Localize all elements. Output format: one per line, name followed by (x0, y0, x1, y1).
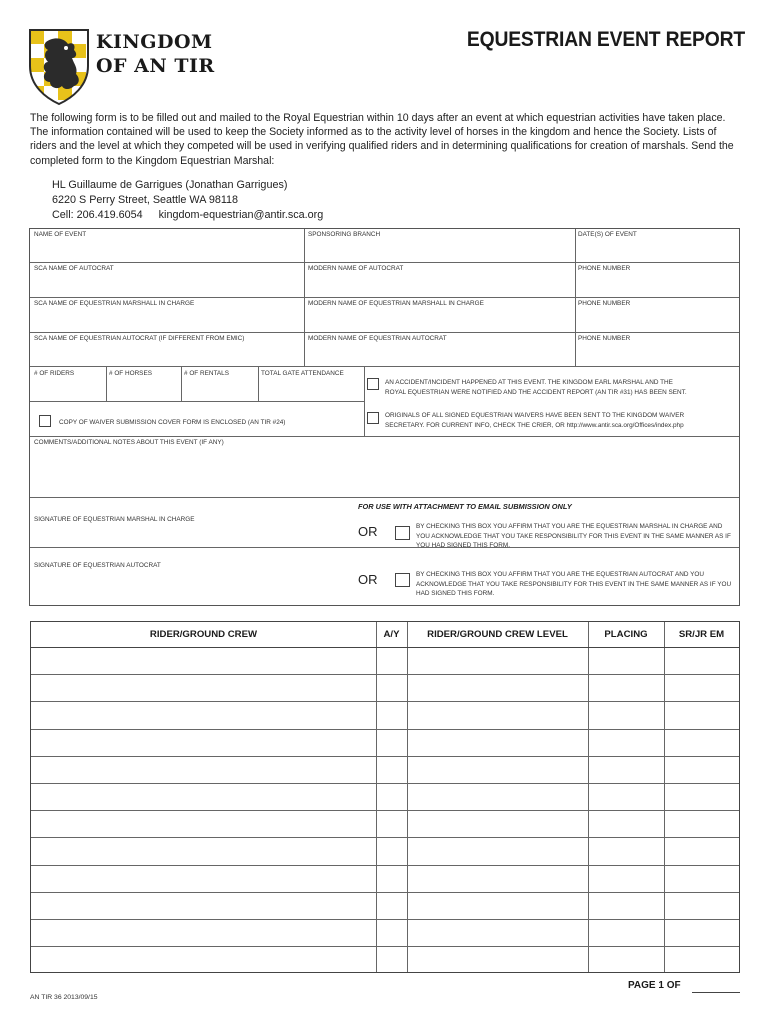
name-of-event-field[interactable]: NAME OF EVENT (34, 231, 87, 238)
sponsoring-branch-field[interactable]: SPONSORING BRANCH (308, 231, 381, 238)
sca-name-autocrat-field[interactable]: SCA NAME OF AUTOCRAT (34, 265, 114, 272)
num-riders-field[interactable]: # OF RIDERS (34, 370, 75, 377)
table-row-divider (31, 810, 739, 811)
table-row-divider (31, 674, 739, 675)
sca-name-eq-autocrat-field[interactable]: SCA NAME OF EQUESTRIAN AUTOCRAT (IF DIFFERENT FROM EMIC) (34, 335, 245, 342)
autocrat-affirm-checkbox[interactable] (395, 573, 410, 587)
autocrat-signature-field[interactable]: SIGNATURE OF EQUESTRIAN AUTOCRAT (34, 562, 161, 569)
accident-line-2: ROYAL EQUESTRIAN WERE NOTIFIED AND THE ACCIDENT REPORT (AN TIR #31) HAS BEEN SENT. (385, 388, 687, 396)
originals-sent-checkbox[interactable] (367, 412, 379, 424)
logo-line-2: OF AN TIR (96, 55, 215, 77)
emic-affirm-line-3: YOU HAD SIGNED THIS FORM. (416, 542, 510, 549)
table-row-divider (31, 946, 739, 947)
num-horses-field[interactable]: # OF HORSES (109, 370, 152, 377)
modern-name-autocrat-field[interactable]: MODERN NAME OF AUTOCRAT (308, 265, 404, 272)
col-sr-jr-em: SR/JR EM (678, 629, 725, 640)
emic-affirm-statement (416, 522, 736, 551)
sca-name-emic-field[interactable]: SCA NAME OF EQUESTRIAN MARSHALL IN CHARGE (34, 300, 195, 307)
autocrat-phone-field[interactable]: PHONE NUMBER (578, 265, 631, 272)
accident-statement (385, 378, 735, 397)
waiver-copy-checkbox[interactable] (39, 415, 51, 427)
form-id: AN TIR 36 2013/09/15 (30, 994, 98, 1001)
emic-signature-field[interactable]: SIGNATURE OF EQUESTRIAN MARSHAL IN CHARGE (34, 516, 195, 523)
emic-affirm-line-1: BY CHECKING THIS BOX YOU AFFIRM THAT YOU ARE THE EQUESTRIAN MARSHAL IN CHARGE AND (416, 523, 723, 530)
accident-line-1: AN ACCIDENT/INCIDENT HAPPENED AT THIS EVENT. THE KINGDOM EARL MARSHAL AND THE (385, 379, 673, 386)
email-submission-note: FOR USE WITH ATTACHMENT TO EMAIL SUBMISSION ONLY (358, 502, 572, 511)
waiver-copy-label: COPY OF WAIVER SUBMISSION COVER FORM IS ENCLOSED (AN TIR #24) (59, 419, 286, 426)
logo-line-1: KINGDOM (96, 31, 213, 53)
marshal-address (52, 178, 323, 223)
col-a-y: A/Y (383, 629, 400, 640)
originals-line-2: SECRETARY. FOR CURRENT INFO, CHECK THE CRIER, OR http://www.antir.sca.org/Offices/index.php (385, 421, 684, 429)
originals-statement (385, 411, 735, 430)
autocrat-affirm-line-2: ACKNOWLEDGE THAT YOU TAKE RESPONSIBILITY FOR THIS EVENT IN THE SAME MANNER AS IF YOU (416, 580, 732, 588)
table-row-divider (31, 729, 739, 730)
table-row-divider (31, 756, 739, 757)
or-label-2: OR (358, 572, 378, 587)
col-placing: PLACING (604, 629, 648, 640)
autocrat-affirm-line-1: BY CHECKING THIS BOX YOU AFFIRM THAT YOU ARE THE EQUESTRIAN AUTOCRAT AND YOU (416, 571, 704, 578)
rider-table (30, 621, 740, 973)
kingdom-logo (28, 28, 90, 106)
table-row-divider (31, 892, 739, 893)
marshal-contact (52, 208, 323, 223)
emic-phone-field[interactable]: PHONE NUMBER (578, 300, 631, 307)
lion-shield-icon (28, 28, 90, 106)
autocrat-affirm-statement (416, 570, 736, 599)
originals-line-1: ORIGINALS OF ALL SIGNED EQUESTRIAN WAIVERS HAVE BEEN SENT TO THE KINGDOM WAIVER (385, 412, 685, 419)
page-number-label: PAGE 1 OF (628, 980, 681, 991)
modern-name-eq-autocrat-field[interactable]: MODERN NAME OF EQUESTRIAN AUTOCRAT (308, 335, 447, 342)
emic-affirm-line-2: YOU ACKNOWLEDGE THAT YOU TAKE RESPONSIBILITY FOR THIS EVENT IN THE SAME MANNER AS IF (416, 532, 731, 540)
marshal-name: HL Guillaume de Garrigues (Jonathan Garrigues) (52, 179, 288, 191)
table-row-divider (31, 865, 739, 866)
num-rentals-field[interactable]: # OF RENTALS (184, 370, 229, 377)
table-row-divider (31, 701, 739, 702)
table-row-divider (31, 837, 739, 838)
modern-name-emic-field[interactable]: MODERN NAME OF EQUESTRIAN MARSHALL IN CHARGE (308, 300, 484, 307)
total-gate-field[interactable]: TOTAL GATE ATTENDANCE (261, 370, 344, 377)
logo-wordmark (96, 30, 215, 78)
event-form (29, 228, 740, 606)
table-row-divider (31, 919, 739, 920)
intro-paragraph: The following form is to be filled out and mailed to the Royal Equestrian within 10 days after an event at which equestrian activities have taken place. The information contained will be used to keep the Society informed as to the activity level of horses in the kingdom and hence the Society. Lists of riders and the level at which they competed will be used in verifying qualified riders and in determining qualifications for creation of marshals. Send the completed form to the Kingdom Equestrian Marshal: (30, 112, 734, 167)
autocrat-affirm-line-3: HAD SIGNED THIS FORM. (416, 590, 495, 597)
emic-affirm-checkbox[interactable] (395, 526, 410, 540)
page-title: EQUESTRIAN EVENT REPORT (466, 28, 745, 51)
or-label-1: OR (358, 524, 378, 539)
page-total-field[interactable] (692, 992, 740, 993)
comments-field[interactable]: COMMENTS/ADDITIONAL NOTES ABOUT THIS EVENT (IF ANY) (34, 439, 224, 446)
eq-autocrat-phone-field[interactable]: PHONE NUMBER (578, 335, 631, 342)
col-rider-ground-crew: RIDER/GROUND CREW (149, 629, 258, 640)
marshal-email: kingdom-equestrian@antir.sca.org (158, 209, 324, 221)
col-level: RIDER/GROUND CREW LEVEL (427, 629, 568, 640)
accident-checkbox[interactable] (367, 378, 379, 390)
table-row-divider (31, 783, 739, 784)
marshal-street: 6220 S Perry Street, Seattle WA 98118 (52, 194, 239, 206)
event-dates-field[interactable]: DATE(S) OF EVENT (578, 231, 637, 238)
marshal-cell: Cell: 206.419.6054 (52, 209, 143, 221)
